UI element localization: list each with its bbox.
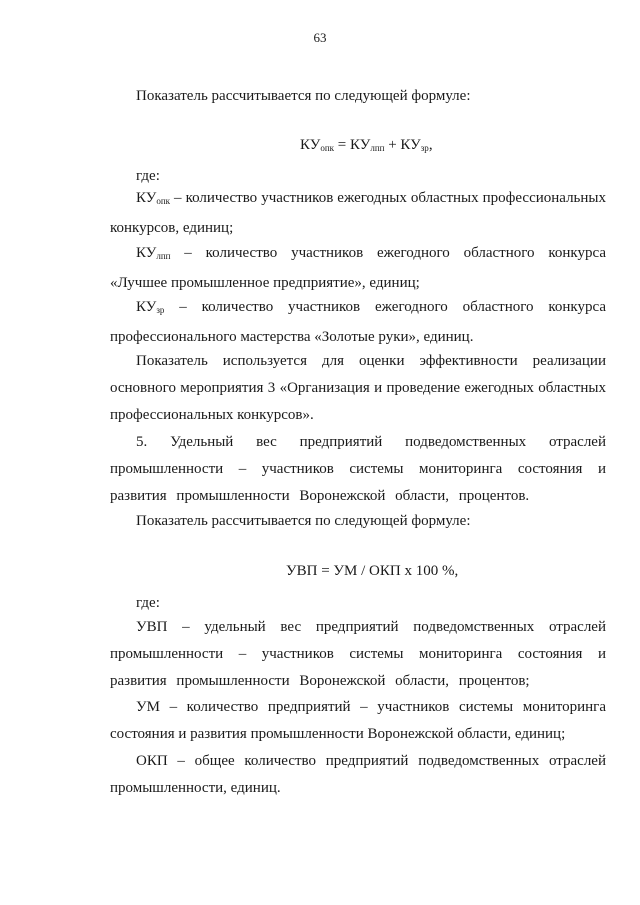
page-number: 63	[313, 30, 327, 45]
definition-ku-lpp: $КУ_{лпп}$ – количество участников ежегодного областного конкурса «Лучшее промышленное предприятие», единиц;	[110, 245, 606, 291]
formula-ku-opk: $КУ_{опк} = КУ_{лпп} + КУ_{зр}$,	[300, 137, 433, 153]
indicator-usage-paragraph: Показатель используется для оценки эффективности реализации основного мероприятия 3 «Организация и проведение ежегодных областных профессиональных конкурсов».	[110, 353, 606, 423]
formula-intro-2: Показатель рассчитывается по следующей формуле:	[136, 513, 471, 529]
definition-um: УМ – количество предприятий – участников системы мониторинга состояния и развития промышленности Воронежской области, единиц;	[110, 699, 606, 742]
formula-uvp: УВП = УМ / ОКП х 100 %,	[286, 563, 459, 579]
where-label-2: где:	[136, 595, 160, 611]
definition-uvp: УВП – удельный вес предприятий подведомственных отраслей промышленности – участников системы мониторинга состояния и развития промышленности Воронежской области, процентов;	[110, 619, 606, 689]
where-label-1: где:	[136, 168, 160, 184]
item-5-paragraph: 5. Удельный вес предприятий подведомственных отраслей промышленности – участников системы мониторинга состояния и развития промышленности Воронежской области, процентов.	[110, 434, 606, 504]
definition-ku-opk: $КУ_{опк}$ – количество участников ежегодных областных профессиональных конкурсов, единиц;	[110, 190, 606, 236]
definition-ku-zr: $КУ_{зр}$ – количество участников ежегодного областного конкурса профессионального мастерства «Золотые руки», единиц.	[110, 299, 606, 345]
definition-okp: ОКП – общее количество предприятий подведомственных отраслей промышленности, единиц.	[110, 753, 606, 796]
formula-intro-1: Показатель рассчитывается по следующей формуле:	[136, 88, 471, 104]
